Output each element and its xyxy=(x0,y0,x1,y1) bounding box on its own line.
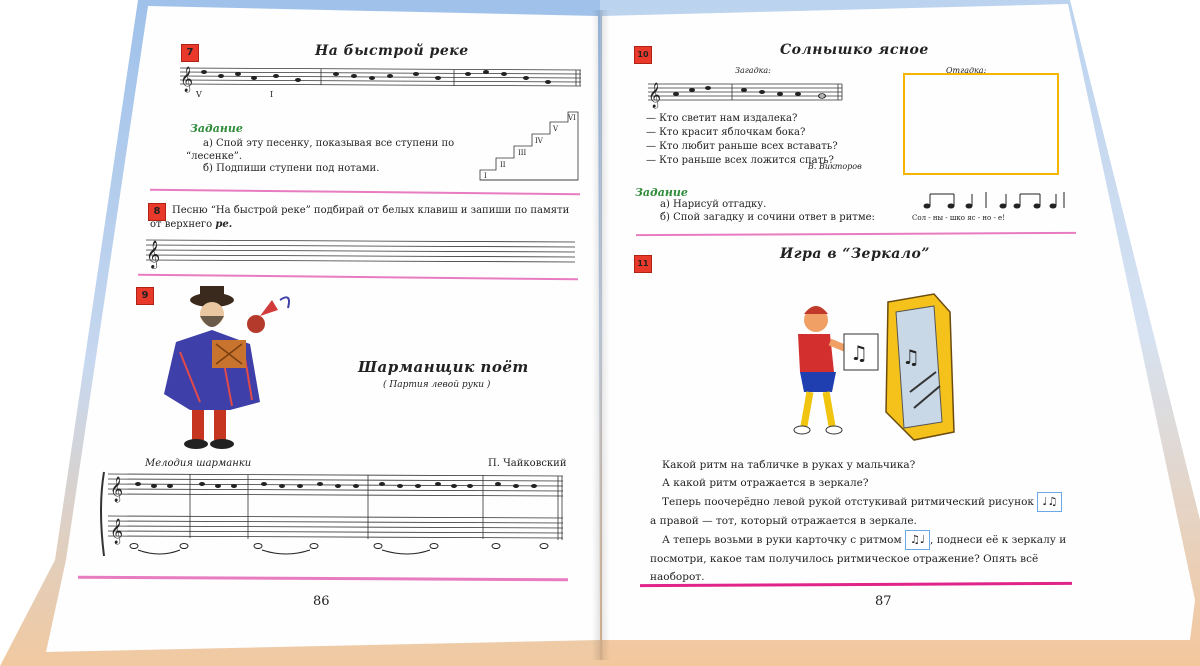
riddle-line-1: — Кто светит нам издалека? xyxy=(646,113,798,124)
ladder-step-6: VI xyxy=(568,114,576,122)
task-b-ex7: б) Подпиши ступени под нотами. xyxy=(203,163,380,174)
svg-text:𝄞: 𝄞 xyxy=(146,240,161,268)
svg-text:♫: ♫ xyxy=(902,345,920,369)
task-a-ex7: а) Спой эту песенку, показывая все ступени по xyxy=(203,138,455,149)
ex11-line-3: Теперь поочерёдно левой рукой отстукивай ритмический рисунок ♩♫ xyxy=(650,492,1130,512)
ladder-diagram xyxy=(478,110,582,185)
ex11-line-5: А теперь возьми в руки карточку с ритмом ♫♩ , поднеси её к зеркалу и xyxy=(650,530,1130,550)
riddle-line-3: — Кто любит раньше всех вставать? xyxy=(646,141,838,152)
empty-staff-ex8 xyxy=(140,234,580,272)
melody-label: Мелодия шарманки xyxy=(145,458,252,469)
exercise-number-8: 8 xyxy=(148,203,166,221)
exercise-7-title: На быстрой реке xyxy=(315,43,469,59)
exercise-10-title: Солнышко ясное xyxy=(780,42,929,58)
organ-grinder-illustration xyxy=(160,282,300,454)
rhythm-card-2: ♫♩ xyxy=(905,530,930,550)
riddle-label: Загадка: xyxy=(735,66,771,75)
exercise-9-title: Шарманщик поёт xyxy=(358,358,529,376)
music-staff-ex10 xyxy=(646,76,846,110)
exercise-number-7: 7 xyxy=(181,44,199,62)
exercise-number-10: 10 xyxy=(634,46,652,64)
ex11-line-1: Какой ритм на табличке в руках у мальчика? xyxy=(662,459,916,471)
composer: П. Чайковский xyxy=(488,458,567,469)
task-b-ex10: б) Спой загадку и сочини ответ в ритме: xyxy=(660,212,875,223)
ex11-text xyxy=(650,456,1130,586)
svg-text:♫: ♫ xyxy=(850,341,868,365)
task-heading-ex7: Задание xyxy=(190,122,243,135)
task-a-ex10: а) Нарисуй отгадку. xyxy=(660,199,767,210)
grand-staff-ex9 xyxy=(98,468,568,560)
riddle-line-2: — Кто красит яблочкам бока? xyxy=(646,127,806,138)
ladder-step-4: IV xyxy=(535,137,543,145)
riddle-line-4: — Кто раньше всех ложится спать? xyxy=(646,155,834,166)
task-heading-ex10: Задание xyxy=(635,186,688,199)
ex8-line-1: Песню “На быстрой реке” подбирай от белых клавиш и запиши по памяти xyxy=(172,205,570,216)
answer-label: Отгадка: xyxy=(946,66,987,75)
page-number-right: 87 xyxy=(875,594,892,609)
answer-drawing-box xyxy=(903,73,1059,175)
ladder-step-2: II xyxy=(500,161,506,169)
riddle-author: В. Викторов xyxy=(808,162,862,171)
svg-text:𝄞: 𝄞 xyxy=(110,519,124,544)
svg-text:𝄞: 𝄞 xyxy=(110,477,124,502)
svg-text:𝄞: 𝄞 xyxy=(180,67,194,92)
staff-mark-i: I xyxy=(270,90,274,99)
rhythm-notation-ex10 xyxy=(910,190,1070,212)
music-staff-ex7 xyxy=(176,60,586,100)
page-number-left: 86 xyxy=(313,594,330,609)
book-spine xyxy=(592,10,610,660)
ex11-line-2: А какой ритм отражается в зеркале? xyxy=(662,477,869,489)
boy-mirror-illustration xyxy=(764,292,964,442)
svg-text:𝄞: 𝄞 xyxy=(648,83,662,108)
exercise-number-11: 11 xyxy=(634,255,652,273)
ladder-step-3: III xyxy=(518,149,527,157)
rhythm-syllables: Сол - ны - шко яс - но - е! xyxy=(912,214,1006,222)
ex11-line-7: наоборот. xyxy=(650,571,705,583)
task-a2-ex7: “лесенке”. xyxy=(186,151,243,162)
ex11-line-6: посмотри, какое там получилось ритмическое отражение? Опять всё xyxy=(650,553,1039,565)
exercise-number-9: 9 xyxy=(136,287,154,305)
exercise-11-title: Игра в “Зеркало” xyxy=(780,246,930,262)
exercise-9-subtitle: ( Партия левой руки ) xyxy=(383,380,491,390)
ladder-step-1: I xyxy=(484,172,487,180)
ladder-step-5: V xyxy=(553,125,559,133)
ex8-line-2: от верхнего ре. xyxy=(150,219,233,230)
staff-mark-v: V xyxy=(196,90,202,99)
ex11-line-4: а правой — тот, который отражается в зеркале. xyxy=(650,515,917,527)
rhythm-card-1: ♩♫ xyxy=(1037,492,1062,512)
